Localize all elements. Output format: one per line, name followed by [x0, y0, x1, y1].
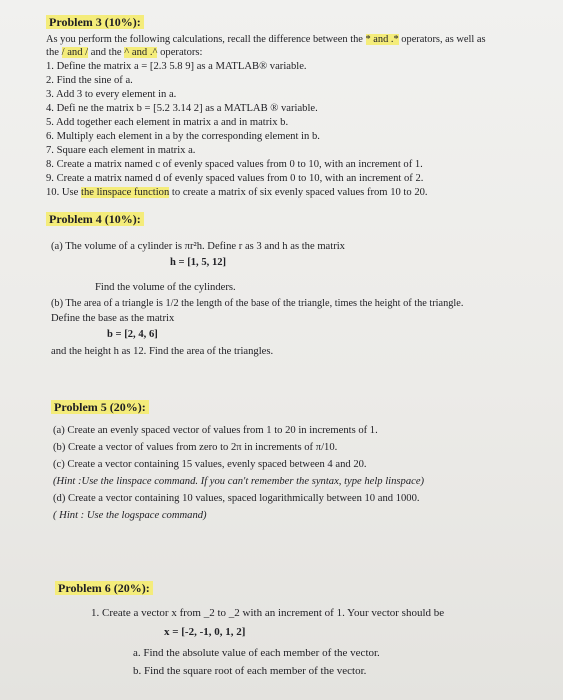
problem-6-sub-a: a. Find the absolute value of each member of the vector. [133, 647, 380, 659]
problem-3-item: 3. Add 3 to every element in a. [46, 89, 177, 100]
problem-6-title: Problem 6 (20%): [55, 580, 153, 596]
problem-3-title: Problem 3 (10%): [46, 14, 144, 30]
problem-4a-text: (a) The volume of a cylinder is πr²h. Define r as 3 and h as the matrix [51, 241, 345, 252]
problem-3-item: 2. Find the sine of a. [46, 75, 133, 86]
problem-3-item: 1. Define the matrix a = [2.3 5.8 9] as a MATLAB® variable. [46, 61, 307, 72]
problem-5a: (a) Create an evenly spaced vector of values from 1 to 20 in increments of 1. [53, 425, 378, 436]
problem-4b-question: and the height h as 12. Find the area of the triangles. [51, 346, 274, 357]
problem-3-item: 4. Defi ne the matrix b = [5.2 3.14 2] as a MATLAB ® variable. [46, 103, 318, 114]
problem-3-item: 7. Square each element in matrix a. [46, 145, 196, 156]
problem-5-hint-1: (Hint :Use the linspace command. If you can't remember the syntax, type help linspace) [53, 476, 425, 487]
problem-3-intro-line-2: the / and / and the ^ and .^ operators: [46, 47, 203, 58]
problem-3-item: 8. Create a matrix named c of evenly spaced values from 0 to 10, with an increment of 1. [46, 159, 423, 170]
problem-3-item-10: 10. Use the linspace function to create a matrix of six evenly spaced values from 10 to 20. [46, 187, 428, 198]
problem-6-item-1: 1. Create a vector x from _2 to _2 with an increment of 1. Your vector should be [91, 607, 445, 619]
problem-6-sub-b: b. Find the square root of each member of the vector. [133, 665, 367, 677]
problem-4b-text: (b) The area of a triangle is 1/2 the length of the base of the triangle, times the height of the triangle. [51, 298, 464, 309]
problem-5d: (d) Create a vector containing 10 values, spaced logarithmically between 10 and 1000. [53, 493, 420, 504]
problem-6-x-vector: x = [-2, -1, 0, 1, 2] [164, 626, 246, 638]
problem-3-intro-line-1: As you perform the following calculations, recall the difference between the * and .* operators, as well as [46, 34, 486, 45]
problem-4-title: Problem 4 (10%): [46, 211, 144, 227]
problem-3-item: 6. Multiply each element in a by the corresponding element in b. [46, 131, 320, 142]
problem-4a-question: Find the volume of the cylinders. [95, 282, 236, 293]
problem-3-item: 5. Add together each element in matrix a and in matrix b. [46, 117, 289, 128]
problem-4b-base-text: Define the base as the matrix [51, 313, 175, 324]
problem-5-hint-2: ( Hint : Use the logspace command) [53, 510, 207, 521]
problem-5-title: Problem 5 (20%): [51, 399, 149, 415]
problem-4a-matrix: h = [1, 5, 12] [170, 257, 227, 268]
problem-4b-matrix: b = [2, 4, 6] [107, 329, 158, 340]
problem-5c: (c) Create a vector containing 15 values, evenly spaced between 4 and 20. [53, 459, 367, 470]
problem-3-item: 9. Create a matrix named d of evenly spaced values from 0 to 10, with an increment of 2. [46, 173, 424, 184]
problem-5b: (b) Create a vector of values from zero to 2π in increments of π/10. [53, 442, 338, 453]
